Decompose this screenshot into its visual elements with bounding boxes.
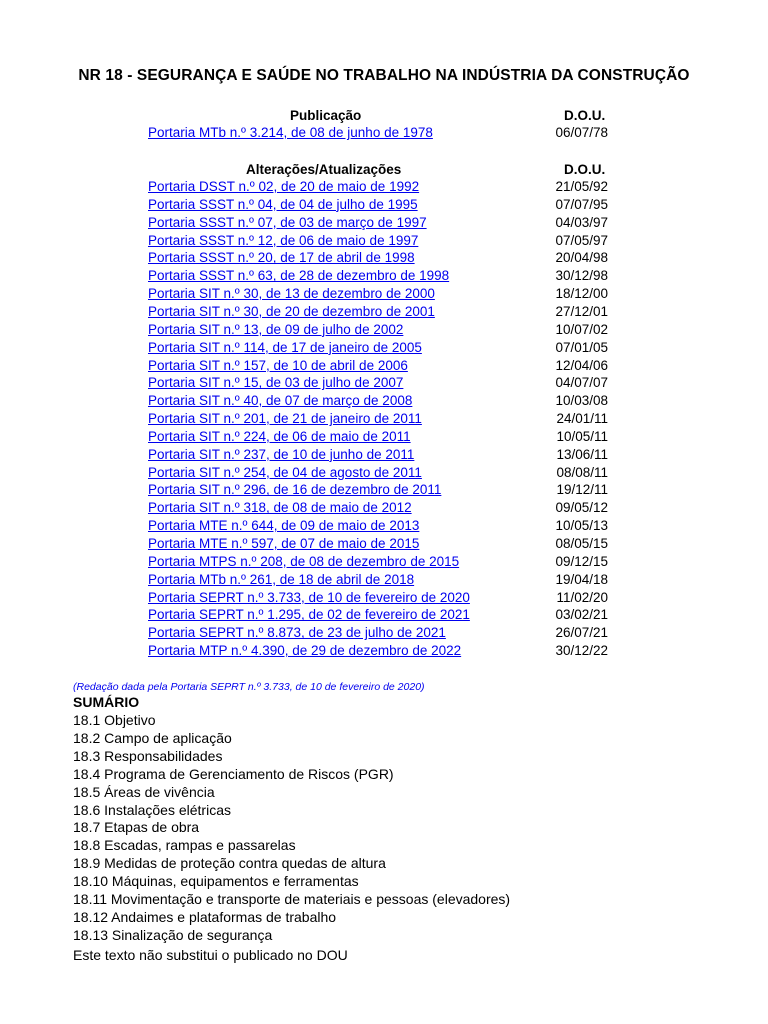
amendment-row (148, 322, 608, 340)
amendment-row (148, 482, 608, 500)
amendment-date: 24/01/11 (556, 411, 608, 427)
summary-item: 18.12 Andaimes e plataformas de trabalho (73, 908, 337, 925)
amendment-date: 21/05/92 (555, 179, 608, 194)
amendment-link[interactable]: Portaria SIT n.º 114, de 17 de janeiro de 2005 (148, 339, 422, 355)
amendment-link[interactable]: Portaria SIT n.º 201, de 21 de janeiro de 2011 (148, 411, 422, 427)
amendment-date: 18/12/00 (555, 286, 608, 302)
amendment-row (148, 536, 608, 554)
amendment-link[interactable]: Portaria SIT n.º 296, de 16 de dezembro de 2011 (148, 482, 442, 498)
amendments-dou-header: D.O.U. (564, 162, 606, 177)
amendment-link[interactable]: Portaria SIT n.º 318, de 08 de maio de 2012 (148, 500, 412, 516)
amendment-row (148, 215, 608, 233)
amendment-link[interactable]: Portaria SEPRT n.º 3.733, de 10 de fevereiro de 2020 (148, 589, 470, 605)
summary-title: SUMÁRIO (73, 694, 140, 710)
amendment-link[interactable]: Portaria MTE n.º 644, de 09 de maio de 2013 (148, 518, 420, 534)
amendment-row (148, 429, 608, 447)
amendment-link[interactable]: Portaria SSST n.º 04, de 04 de julho de 1995 (148, 196, 418, 212)
summary-item: 18.6 Instalações elétricas (73, 801, 231, 818)
amendment-date: 04/07/07 (555, 375, 608, 391)
amendment-date: 07/01/05 (555, 339, 608, 355)
amendment-link[interactable]: Portaria DSST n.º 02, de 20 de maio de 1992 (148, 179, 420, 194)
amendment-date: 11/02/20 (556, 589, 608, 605)
amendment-link[interactable]: Portaria SSST n.º 63, de 28 de dezembro de 1998 (148, 268, 450, 284)
amendment-date: 10/03/08 (555, 393, 608, 409)
amendment-row (148, 179, 608, 197)
amendment-link[interactable]: Portaria SSST n.º 12, de 06 de maio de 1997 (148, 232, 419, 248)
summary-item: 18.10 Máquinas, equipamentos e ferramentas (73, 873, 359, 890)
amendment-row (148, 607, 608, 625)
document-title: NR 18 - SEGURANÇA E SAÚDE NO TRABALHO NA INDÚSTRIA DA CONSTRUÇÃO (78, 67, 690, 84)
amendment-row (148, 572, 608, 590)
summary-item: 18.13 Sinalização de segurança (73, 926, 273, 943)
amendment-row (148, 268, 608, 286)
amendment-link[interactable]: Portaria MTP n.º 4.390, de 29 de dezembro de 2022 (148, 643, 462, 659)
amendment-date: 04/03/97 (555, 214, 608, 230)
amendment-link[interactable]: Portaria SIT n.º 254, de 04 de agosto de 2011 (148, 464, 422, 480)
publication-date: 06/07/78 (555, 125, 608, 140)
amendment-date: 19/04/18 (555, 571, 608, 587)
amendment-row (148, 250, 608, 268)
amendment-date: 03/02/21 (555, 607, 608, 623)
summary-item: 18.4 Programa de Gerenciamento de Riscos (PGR) (73, 765, 394, 782)
amendment-date: 09/12/15 (555, 553, 608, 569)
amendment-date: 19/12/11 (556, 482, 608, 498)
amendment-link[interactable]: Portaria SIT n.º 224, de 06 de maio de 2011 (148, 428, 411, 444)
amendment-row (148, 447, 608, 465)
amendment-link[interactable]: Portaria SIT n.º 30, de 13 de dezembro de 2000 (148, 286, 435, 302)
amendment-date: 10/05/11 (556, 428, 608, 444)
summary-item: 18.2 Campo de aplicação (73, 729, 232, 746)
amendment-link[interactable]: Portaria SSST n.º 07, de 03 de março de 1997 (148, 214, 427, 230)
amendment-row (148, 625, 608, 643)
amendment-row (148, 590, 608, 608)
amendment-date: 20/04/98 (555, 250, 608, 266)
amendment-date: 09/05/12 (555, 500, 608, 516)
amendment-date: 10/05/13 (555, 518, 608, 534)
summary-item: 18.8 Escadas, rampas e passarelas (73, 837, 296, 854)
summary-item: 18.11 Movimentação e transporte de materiais e pessoas (elevadores) (73, 891, 511, 907)
publication-link[interactable]: Portaria MTb n.º 3.214, de 08 de junho de 1978 (148, 125, 433, 140)
amendment-link[interactable]: Portaria MTE n.º 597, de 07 de maio de 2015 (148, 536, 420, 551)
summary-item: 18.9 Medidas de proteção contra quedas de altura (73, 855, 386, 872)
summary-item: 18.3 Responsabilidades (73, 747, 223, 764)
amendment-link[interactable]: Portaria SIT n.º 13, de 09 de julho de 2002 (148, 321, 404, 337)
amendment-link[interactable]: Portaria SIT n.º 30, de 20 de dezembro de 2001 (148, 303, 435, 319)
amendment-date: 07/07/95 (555, 196, 608, 212)
amendment-link[interactable]: Portaria SEPRT n.º 8.873, de 23 de julho de 2021 (148, 625, 446, 641)
amendment-link[interactable]: Portaria MTb n.º 261, de 18 de abril de 2018 (148, 571, 415, 587)
amendment-row (148, 375, 608, 393)
amendments-header: Alterações/Atualizações (246, 162, 402, 177)
disclaimer-footer: Este texto não substitui o publicado no DOU (73, 947, 348, 963)
amendment-link[interactable]: Portaria SIT n.º 237, de 10 de junho de 2011 (148, 446, 415, 462)
amendment-row (148, 233, 608, 251)
amendment-row (148, 518, 608, 536)
amendment-row (148, 500, 608, 518)
amendment-row (148, 411, 608, 429)
amendment-date: 26/07/21 (555, 625, 608, 641)
amendment-link[interactable]: Portaria SIT n.º 40, de 07 de março de 2008 (148, 393, 413, 409)
amendment-date: 07/05/97 (555, 232, 608, 248)
summary-item: 18.7 Etapas de obra (73, 819, 200, 836)
amendment-date: 30/12/22 (555, 643, 608, 659)
publication-row (148, 125, 608, 143)
amendment-date: 12/04/06 (555, 357, 608, 373)
amendment-link[interactable]: Portaria SEPRT n.º 1.295, de 02 de fevereiro de 2021 (148, 607, 470, 623)
amendment-row (148, 554, 608, 572)
publication-header: Publicação (290, 108, 362, 123)
amendment-row (148, 340, 608, 358)
amendment-link[interactable]: Portaria MTPS n.º 208, de 08 de dezembro de 2015 (148, 553, 460, 569)
summary-item: 18.1 Objetivo (73, 712, 156, 728)
amendment-row (148, 197, 608, 215)
amendment-date: 27/12/01 (555, 303, 608, 319)
amendment-date: 10/07/02 (555, 321, 608, 337)
amendment-row (148, 643, 608, 661)
summary-item: 18.5 Áreas de vivência (73, 783, 215, 800)
amendment-row (148, 304, 608, 322)
amendment-link[interactable]: Portaria SSST n.º 20, de 17 de abril de 1998 (148, 250, 415, 266)
redaction-note: (Redação dada pela Portaria SEPRT n.º 3.733, de 10 de fevereiro de 2020) (73, 681, 425, 693)
amendment-link[interactable]: Portaria SIT n.º 157, de 10 de abril de 2006 (148, 357, 408, 373)
amendment-date: 30/12/98 (555, 268, 608, 284)
amendment-date: 13/06/11 (556, 446, 608, 462)
amendment-link[interactable]: Portaria SIT n.º 15, de 03 de julho de 2007 (148, 375, 404, 391)
amendment-row (148, 358, 608, 376)
amendment-row (148, 286, 608, 304)
amendment-row (148, 465, 608, 483)
publication-dou-header: D.O.U. (564, 108, 606, 123)
amendment-date: 08/08/11 (556, 464, 608, 480)
amendment-date: 08/05/15 (555, 536, 608, 551)
amendment-row (148, 393, 608, 411)
